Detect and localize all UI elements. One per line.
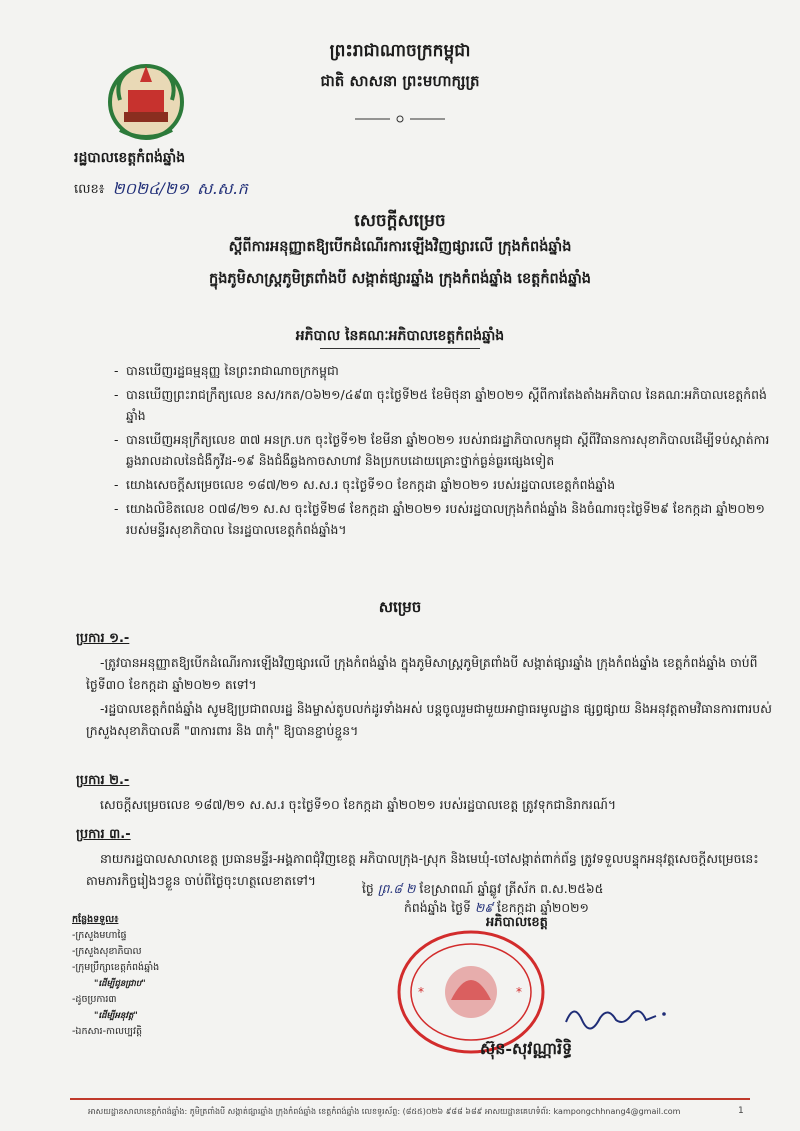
reference-label: លេខ៖ (74, 181, 105, 197)
recipient-note: "ដើម្បីជូនជ្រាប" (94, 979, 146, 989)
national-motto: ជាតិ សាសនា ព្រះមហាក្សត្រ (320, 72, 480, 90)
recitals-list (114, 360, 774, 543)
article-2-paragraph: សេចក្តីសម្រេចលេខ ១៨៧/២១ ស.ស.រ ចុះថ្ងៃទី១០ ខែកក្កដា ឆ្នាំ២០២១ របស់រដ្ឋបាលខេត្ត ត្រូវទុកជានិរាករណ៍។ (100, 797, 617, 812)
solar-date-hand: ២៩ (474, 900, 493, 915)
solar-date (404, 897, 800, 919)
ornament-divider (350, 114, 450, 124)
handwritten-signature-icon (560, 996, 680, 1036)
article-3-heading: ប្រការ ៣.- (76, 827, 131, 842)
subject-line-1: ស្តីពីការអនុញ្ញាតឱ្យបើកដំណើរការឡើងវិញផ្សារលើ ក្រុងកំពង់ឆ្នាំង (228, 239, 572, 255)
administration-name: រដ្ឋបាលខេត្តកំពង់ឆ្នាំង (74, 150, 186, 166)
recipient-item: -ឯកសារ-កាលប្បវត្តិ (72, 1026, 142, 1037)
subject-line-2: ក្នុងភូមិសាស្រ្តភូមិត្រពាំងបី សង្កាត់ផ្សារឆ្នាំង ក្រុងកំពង់ឆ្នាំង ខេត្តកំពង់ឆ្នាំង (209, 271, 591, 287)
footer-address (88, 1106, 748, 1118)
reference-number: ២០២៤/២១ (112, 179, 189, 198)
recipient-item: -ក្រសួងសុខាភិបាល (72, 946, 142, 957)
page-number: 1 (738, 1106, 744, 1116)
document-type: សេចក្តីសម្រេច (354, 211, 446, 231)
lunar-date-suffix: ខែស្រាពណ៍ ឆ្នាំឆ្លូវ ត្រីស័ក ព.ស.២៥៦៥ (419, 881, 604, 896)
recital-item: - បានឃើញអនុក្រឹត្យលេខ ៣៧ អនក្រ.បក ចុះថ្ងៃទី១២ ខែមីនា ឆ្នាំ២០២១ របស់រាជរដ្ឋាភិបាលកម្ពុជា ស្តីពីវិធានការសុខាភិបាលដើម្បីទប់ស្កាត់ការឆ្លងរាលដាលនៃជំងឺកូវីដ-១៩ និងជំងឺឆ្លងកាចសាហាវ និងប្រកបដោយគ្រោះថ្នាក់ធ្ងន់ធ្ងរផ្សេងទៀត (114, 429, 774, 472)
svg-text:*: * (418, 985, 424, 999)
decides-heading: សម្រេច (378, 598, 422, 616)
footer-address-text: អាសយដ្ឋានសាលាខេត្តកំពង់ឆ្នាំង: ភូមិត្រពាំងបី សង្កាត់ផ្សារឆ្នាំង ក្រុងកំពង់ឆ្នាំង ខេត្តកំពង់ឆ្នាំង លេខទូរស័ព្ទ: (៨៥៥)០២៦ ៩៨៨ ៦៨៩ អាសយដ្ឋានគេហទំព័រ: (88, 1107, 551, 1116)
issuer-heading: អភិបាល នៃគណៈអភិបាលខេត្តកំពង់ឆ្នាំង (295, 328, 505, 344)
article-1-paragraph-2: -រដ្ឋបាលខេត្តកំពង់ឆ្នាំង សូមឱ្យប្រជាពលរដ្ឋ និងម្ចាស់តូបលក់ដូរទាំងអស់ បន្តចូលរួមជាមួយអាជ្ញាធរមូលដ្ឋាន ផ្សព្វផ្សាយ និងអនុវត្តតាមវិធានការពារបស់ក្រសួងសុខាភិបាលគឺ "៣ការពារ និង ៣កុំ" ឱ្យបានខ្ជាប់ខ្ជួន។ (86, 701, 772, 738)
lunar-date-prefix: ថ្ងៃ (362, 881, 374, 896)
recipient-item: -ក្រសួងមហាផ្ទៃ (72, 930, 127, 941)
recital-item: - យោងសេចក្តីសម្រេចលេខ ១៨៧/២១ ស.ស.រ ចុះថ្ងៃទី១០ ខែកក្កដា ឆ្នាំ២០២១ របស់រដ្ឋបាលខេត្តកំពង់ឆ្នាំង (114, 474, 774, 496)
recital-item: - បានឃើញរដ្ឋធម្មនុញ្ញ នៃព្រះរាជាណាចក្រកម្ពុជា (114, 360, 774, 382)
solar-date-prefix: កំពង់ឆ្នាំង ថ្ងៃទី (404, 900, 471, 915)
recipients-block (72, 912, 159, 1040)
recital-item: - យោងលិខិតលេខ ០៧៨/២១ ស.ស ចុះថ្ងៃទី២៨ ខែកក្កដា ឆ្នាំ២០២១ របស់រដ្ឋបាលក្រុងកំពង់ឆ្នាំង និងចំណារចុះថ្ងៃទី២៩ ខែកក្កដា ឆ្នាំ២០២១ របស់មន្ទីរសុខាភិបាល នៃរដ្ឋបាលខេត្តកំពង់ឆ្នាំង។ (114, 498, 774, 541)
footer-email: kampongchhnang4@gmail.com (553, 1107, 681, 1116)
province-emblem-icon (106, 60, 186, 150)
reference-row (74, 178, 248, 202)
official-stamp-icon (396, 930, 546, 1055)
kingdom-title: ព្រះរាជាណាចក្រកម្ពុជា (329, 41, 471, 61)
issuer-underline (320, 348, 480, 349)
article-1-paragraph-1: -ត្រូវបានអនុញ្ញាតឱ្យបើកដំណើរការឡើងវិញផ្សារលើ ក្រុងកំពង់ឆ្នាំង ក្នុងភូមិសាស្រ្តភូមិត្រពាំងបី សង្កាត់ផ្សារឆ្នាំង ក្រុងកំពង់ឆ្នាំង ខេត្តកំពង់ឆ្នាំង ចាប់ពីថ្ងៃទី៣០ ខែកក្កដា ឆ្នាំ២០២១ តទៅ។ (86, 655, 758, 692)
signatory-title: អភិបាលខេត្ត (486, 915, 548, 930)
footer-divider (70, 1098, 750, 1100)
recipient-item: -ក្រុមប្រឹក្សាខេត្តកំពង់ឆ្នាំង (72, 962, 160, 973)
article-1-heading: ប្រការ ១.- (76, 631, 130, 646)
recipient-item: -ដូចប្រការ៣ (72, 994, 117, 1005)
solar-date-suffix: ខែកក្កដា ឆ្នាំ២០២១ (496, 900, 589, 915)
signatory-name: ស៊ុន-សុវណ្ណារិទ្ធិ (480, 1039, 573, 1058)
lunar-date-hand: ព្រ.៨ ២ (377, 881, 416, 896)
svg-text:*: * (516, 985, 522, 999)
reference-suffix: ស.ស.ក (196, 179, 248, 198)
article-2-heading: ប្រការ ២.- (76, 773, 130, 788)
recital-item: - បានឃើញព្រះរាជក្រឹត្យលេខ នស/រកត/០៦២១/៤៩៣ ចុះថ្ងៃទី២៥ ខែមិថុនា ឆ្នាំ២០២១ ស្តីពីការតែងតាំងអភិបាល នៃគណៈអភិបាលខេត្តកំពង់ឆ្នាំង (114, 384, 774, 427)
recipients-heading: កន្លែងទទួល៖ (72, 914, 119, 925)
recipient-note: "ដើម្បីអនុវត្ត" (94, 1011, 138, 1021)
article-3-paragraph: នាយករដ្ឋបាលសាលាខេត្ត ប្រធានមន្ទីរ-អង្គភាពជុំវិញខេត្ត អភិបាលក្រុង-ស្រុក និងមេឃុំ-ចៅសង្កាត់ពាក់ព័ន្ធ ត្រូវទទួលបន្ទុកអនុវត្តសេចក្តីសម្រេចនេះតាមភារកិច្ចរៀងៗខ្លួន ចាប់ពីថ្ងៃចុះហត្ថលេខាតទៅ។ (86, 851, 759, 888)
